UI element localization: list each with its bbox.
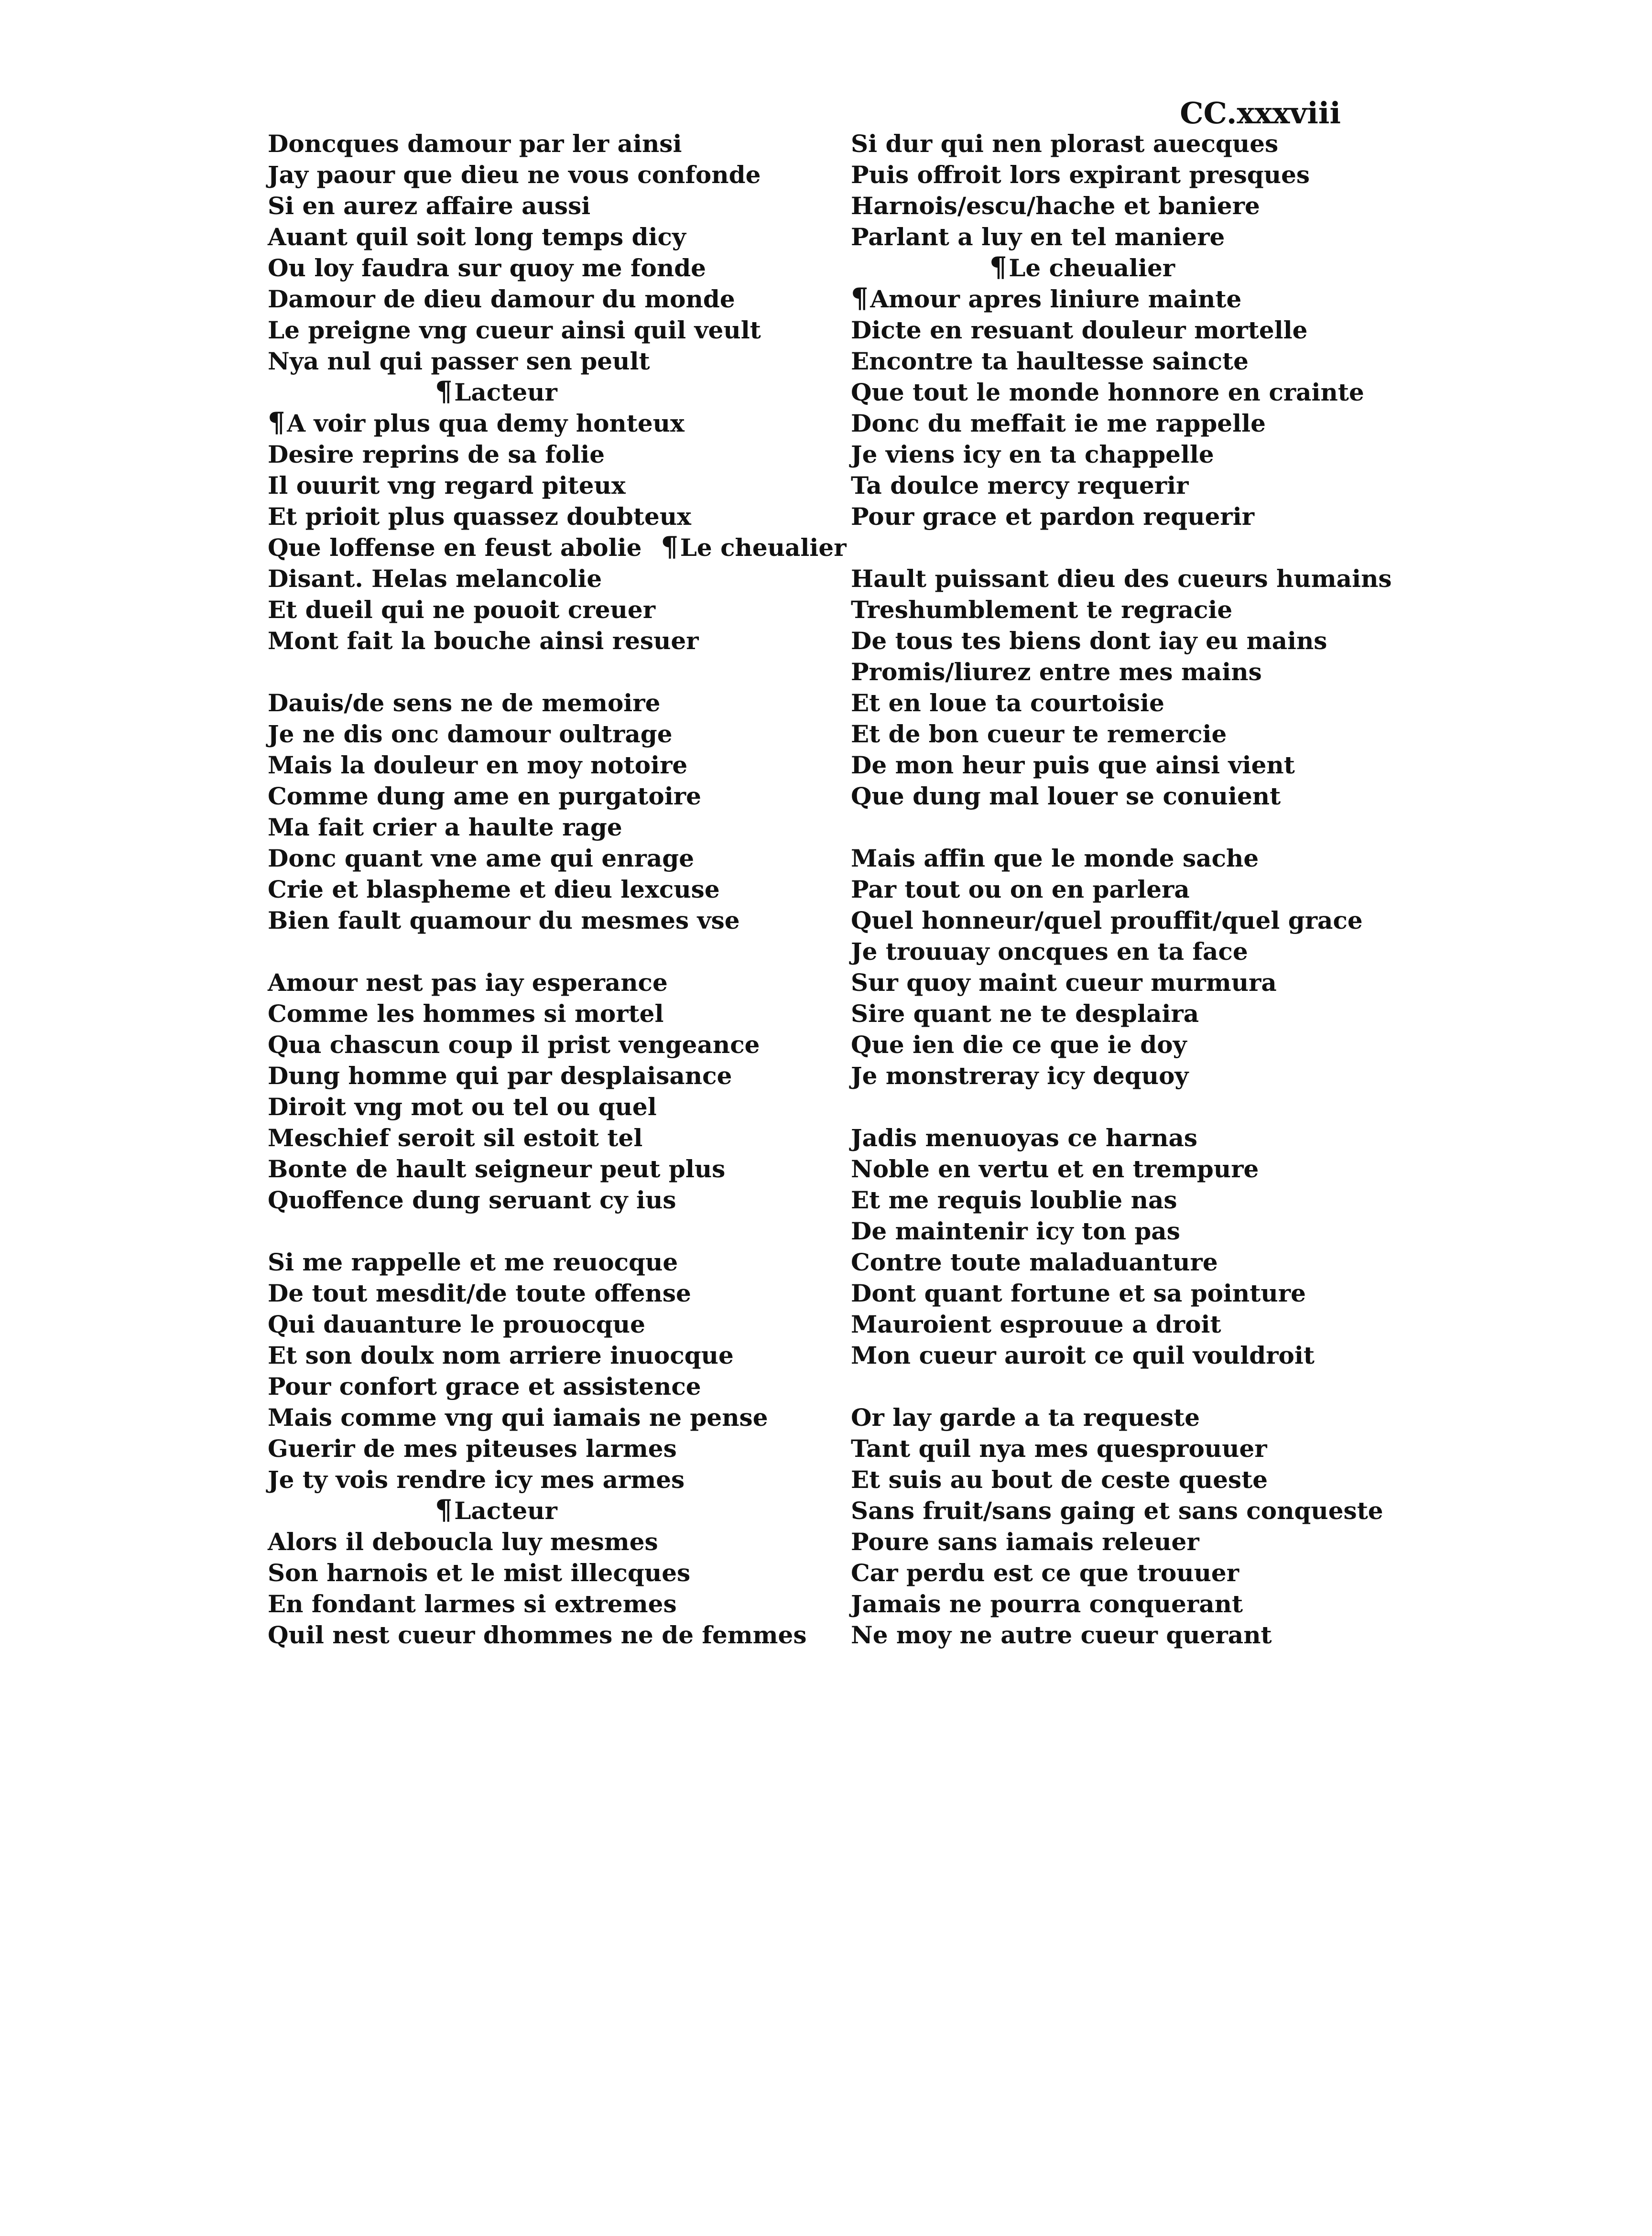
verse-line: Mon cueur auroit ce quil vouldroit bbox=[851, 1341, 1315, 1369]
left-column bbox=[268, 128, 847, 1650]
verse-line: Hault puissant dieu des cueurs humains bbox=[851, 564, 1392, 593]
stanza-break bbox=[851, 532, 1353, 563]
verse-line: Il ouurit vng regard piteux bbox=[268, 471, 626, 499]
verse-line: Je ty vois rendre icy mes armes bbox=[268, 1465, 685, 1494]
verse-line: Mont fait la bouche ainsi resuer bbox=[268, 627, 699, 655]
verse-line: Et dueil qui ne pouoit creuer bbox=[268, 596, 656, 624]
verse-line: Bonte de hault seigneur peut plus bbox=[268, 1155, 726, 1183]
verse-line: Or lay garde a ta requeste bbox=[851, 1403, 1200, 1432]
verse-line: Que ien die ce que ie doy bbox=[851, 1031, 1187, 1059]
verse-line: Meschief seroit sil estoit tel bbox=[268, 1124, 643, 1152]
verse-line: Et son doulx nom arriere inuocque bbox=[268, 1341, 734, 1369]
verse-line bbox=[268, 408, 832, 439]
verse-line: Le preigne vng cueur ainsi quil veult bbox=[268, 316, 761, 344]
folio-number: CC.xxxviii bbox=[1180, 96, 1341, 130]
verse-line: Qua chascun coup il prist vengeance bbox=[268, 1031, 760, 1059]
verse-line: Donc du meffait ie me rappelle bbox=[851, 409, 1266, 437]
pilcrow-icon: ¶ bbox=[851, 282, 869, 314]
verse-line: Que tout le monde honnore en crainte bbox=[851, 378, 1364, 406]
verse-line: Et me requis loublie nas bbox=[851, 1186, 1177, 1214]
verse-line: Je trouuay oncques en ta face bbox=[851, 937, 1248, 966]
pilcrow-icon: ¶ bbox=[989, 250, 1007, 283]
verse-line: Qui dauanture le prouocque bbox=[268, 1310, 645, 1338]
verse-line: Ou loy faudra sur quoy me fonde bbox=[268, 254, 706, 282]
verse-line: Diroit vng mot ou tel ou quel bbox=[268, 1093, 657, 1121]
verse-line: Son harnois et le mist illecques bbox=[268, 1559, 691, 1587]
pilcrow-icon: ¶ bbox=[435, 1493, 453, 1526]
verse-line: Dont quant fortune et sa pointure bbox=[851, 1279, 1306, 1307]
verse-line: Nya nul qui passer sen peult bbox=[268, 347, 650, 375]
verse-line bbox=[268, 530, 847, 563]
verse-line: Et suis au bout de ceste queste bbox=[851, 1465, 1268, 1494]
verse-line: De maintenir icy ton pas bbox=[851, 1217, 1180, 1245]
verse-text: Que loffense en feust abolie bbox=[268, 533, 642, 562]
verse-line: De tout mesdit/de toute offense bbox=[268, 1279, 691, 1307]
stanza-break bbox=[851, 1371, 1353, 1402]
verse-line: Dung homme qui par desplaisance bbox=[268, 1062, 732, 1090]
verse-line: Ta doulce mercy requerir bbox=[851, 471, 1189, 499]
verse-line: Quoffence dung seruant cy ius bbox=[268, 1186, 676, 1214]
verse-line: Mais la douleur en moy notoire bbox=[268, 751, 688, 779]
verse-line: Ma fait crier a haulte rage bbox=[268, 813, 622, 841]
rubric-label: Le cheualier bbox=[680, 533, 847, 562]
verse-line: Quel honneur/quel prouffit/quel grace bbox=[851, 906, 1363, 934]
stanza-break bbox=[268, 936, 832, 967]
verse-line: Dicte en resuant douleur mortelle bbox=[851, 316, 1308, 344]
verse-line: Comme dung ame en purgatoire bbox=[268, 782, 701, 810]
verse-line bbox=[851, 283, 1353, 315]
verse-line: Jamais ne pourra conquerant bbox=[851, 1590, 1243, 1618]
verse-line: Et prioit plus quassez doubteux bbox=[268, 502, 691, 531]
rubric-label: Lacteur bbox=[454, 1497, 557, 1525]
verse-line: Noble en vertu et en trempure bbox=[851, 1155, 1259, 1183]
verse-line: Disant. Helas melancolie bbox=[268, 564, 602, 593]
verse-line: Doncques damour par ler ainsi bbox=[268, 130, 682, 158]
verse-line: Donc quant vne ame qui enrage bbox=[268, 844, 695, 872]
verse-line: Comme les hommes si mortel bbox=[268, 999, 664, 1028]
stanza-break bbox=[851, 1091, 1353, 1122]
verse-line: Bien fault quamour du mesmes vse bbox=[268, 906, 740, 934]
verse-line: Que dung mal louer se conuient bbox=[851, 782, 1281, 810]
verse-line: Si me rappelle et me reuocque bbox=[268, 1248, 678, 1276]
speaker-rubric bbox=[851, 252, 1353, 283]
verse-line: Poure sans iamais releuer bbox=[851, 1528, 1199, 1556]
rubric-label: Lacteur bbox=[454, 378, 557, 406]
verse-line: Jay paour que dieu ne vous confonde bbox=[268, 161, 761, 189]
pilcrow-icon: ¶ bbox=[435, 375, 453, 407]
verse-line: Pour grace et pardon requerir bbox=[851, 502, 1255, 531]
pilcrow-icon: ¶ bbox=[268, 406, 285, 438]
verse-line: Sire quant ne te desplaira bbox=[851, 999, 1199, 1028]
verse-line: Crie et blaspheme et dieu lexcuse bbox=[268, 875, 720, 903]
verse-line: Tant quil nya mes quesprouuer bbox=[851, 1434, 1267, 1463]
verse-line: Treshumblement te regracie bbox=[851, 596, 1233, 624]
verse-line: Car perdu est ce que trouuer bbox=[851, 1559, 1239, 1587]
verse-line: Sur quoy maint cueur murmura bbox=[851, 968, 1277, 997]
verse-line: Quil nest cueur dhommes ne de femmes bbox=[268, 1621, 807, 1649]
pilcrow-icon: ¶ bbox=[661, 530, 679, 563]
stanza-break bbox=[268, 1216, 832, 1247]
verse-text: A voir plus qua demy honteux bbox=[287, 409, 685, 437]
verse-line: Mais affin que le monde sache bbox=[851, 844, 1259, 872]
verse-line: Desire reprins de sa folie bbox=[268, 440, 605, 468]
verse-line: Et en loue ta courtoisie bbox=[851, 689, 1164, 717]
verse-line: Je monstreray icy dequoy bbox=[851, 1062, 1189, 1090]
verse-line: Alors il deboucla luy mesmes bbox=[268, 1528, 658, 1556]
verse-line: Mais comme vng qui iamais ne pense bbox=[268, 1403, 768, 1432]
verse-line: Dauis/de sens ne de memoire bbox=[268, 689, 661, 717]
verse-line: Harnois/escu/hache et baniere bbox=[851, 192, 1260, 220]
verse-line: Encontre ta haultesse saincte bbox=[851, 347, 1249, 375]
verse-line: Ne moy ne autre cueur querant bbox=[851, 1621, 1272, 1649]
verse-line: Et de bon cueur te remercie bbox=[851, 720, 1227, 748]
verse-line: De mon heur puis que ainsi vient bbox=[851, 751, 1295, 779]
stanza-break bbox=[851, 812, 1353, 843]
verse-line: De tous tes biens dont iay eu mains bbox=[851, 627, 1327, 655]
speaker-rubric bbox=[268, 1495, 832, 1526]
verse-line: Promis/liurez entre mes mains bbox=[851, 658, 1262, 686]
verse-text: Amour apres liniure mainte bbox=[870, 285, 1242, 313]
verse-line: Mauroient esprouue a droit bbox=[851, 1310, 1221, 1338]
verse-line: Damour de dieu damour du monde bbox=[268, 285, 735, 313]
verse-line: Par tout ou on en parlera bbox=[851, 875, 1190, 903]
rubric-label: Le cheualier bbox=[1009, 254, 1175, 282]
verse-line: En fondant larmes si extremes bbox=[268, 1590, 677, 1618]
right-column bbox=[851, 128, 1392, 1650]
verse-line: Si en aurez affaire aussi bbox=[268, 192, 591, 220]
verse-line: Pour confort grace et assistence bbox=[268, 1372, 701, 1400]
verse-line: Je viens icy en ta chappelle bbox=[851, 440, 1214, 468]
verse-line: Si dur qui nen plorast auecques bbox=[851, 130, 1279, 158]
verse-line: Sans fruit/sans gaing et sans conqueste bbox=[851, 1497, 1383, 1525]
verse-line: Je ne dis onc damour oultrage bbox=[268, 720, 673, 748]
verse-line: Guerir de mes piteuses larmes bbox=[268, 1434, 677, 1463]
verse-line: Puis offroit lors expirant presques bbox=[851, 161, 1310, 189]
stanza-break bbox=[268, 656, 832, 687]
speaker-rubric bbox=[268, 377, 832, 408]
verse-line: Jadis menuoyas ce harnas bbox=[851, 1124, 1197, 1152]
speaker-rubric-inline bbox=[661, 530, 847, 563]
verse-line: Auant quil soit long temps dicy bbox=[268, 223, 686, 251]
verse-line: Contre toute maladuanture bbox=[851, 1248, 1218, 1276]
verse-line: Amour nest pas iay esperance bbox=[268, 968, 668, 997]
verse-line: Parlant a luy en tel maniere bbox=[851, 223, 1225, 251]
